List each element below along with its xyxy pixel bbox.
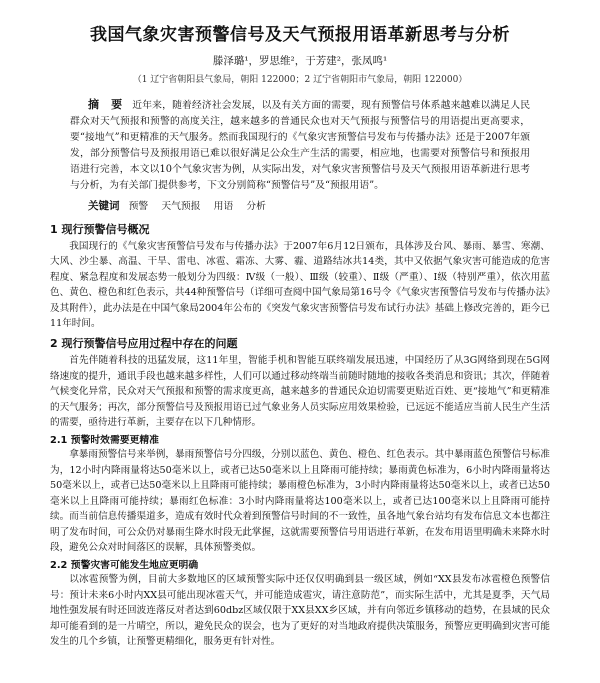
keyword: 分析	[246, 201, 266, 212]
paper-affiliation: （1 辽宁省朝阳县气象局，朝阳 122000；2 辽宁省朝阳市气象局，朝阳 122000）	[132, 75, 468, 85]
subsection-paragraph: 以冰雹预警为例，目前大多数地区的区域预警实际中还仅仅明确到县一级区域，例如“XX县发布冰雹橙色预警信号：预计未来6小时内XX县可能出现冰雹天气，并可能造成雹灾，请注意防范”，而实际生活中，尤其是夏季，天气局地性强发展有时还回波连落反对者达到60dbz区域仅限于XX县XX乡区域，并有向邻近乡镇移动的趋势，在县域的民众却可能看到的是一片晴空，所以，避免民众的误会，也为了更好的对当地政府提供决策服务，预警应更明确到灾害可能发生的几个乡镇，让预警更精细化，服务更有针对性。	[50, 574, 550, 647]
paper-authors: 滕泽璐¹，罗思维²，于芳建²，张凤鸣¹	[212, 55, 388, 67]
paper-title: 我国气象灾害预警信号及天气预报用语革新思考与分析	[90, 25, 510, 45]
keywords	[70, 198, 530, 215]
section-heading: 1 现行预警信号概况	[50, 223, 150, 236]
keywords-label: 关键词	[88, 200, 120, 212]
abstract-label: 摘 要	[88, 98, 127, 111]
section-paragraph: 首先伴随着科技的迅猛发展，这11年里，智能手机和智能互联终端发展迅速，中国经历了从3G网络到现在5G网络速度的提升，通讯手段也越来越多样性，人们可以通过移动终端当前随时随地的接收各类消息和资讯；其次，伴随着气候变化异常，民众对天气预报和预警的需求度更高，越来越多的普通民众迫切需要更贴近百姓、更“接地气”和更精准的天气服务；再次，部分预警信号及预报用语已过气象业务人员实际应用效果检验，已远远不能适应当前人民生产生活的需要，亟待进行革新，主要存在以下几种情形。	[50, 355, 550, 429]
abstract-text: 近年来，随着经济社会发展，以及有关方面的需要，现有预警信号体系越来越难以满足人民群众对天气预报和预警的高度关注，越来越多的普通民众也对天气预报与预警信号的用语提出更高要求，要“接地气”和更精准的天气服务。然而我国现行的《气象灾害预警信号发布与传播办法》还是于2007年颁发，部分预警信号及预报用语已难以很好满足公众生产生活的需要，相应地，也需要对预警信号和预报用语进行完善，本文以10个气象灾害为例，从实际出发，对气象灾害预警信号及天气预报用语革新进行思考与分析，为有关部门提供参考，下文分别简称“预警信号”及“预报用语”。	[70, 100, 530, 191]
section-heading: 2 现行预警信号应用过程中存在的问题	[50, 337, 238, 351]
abstract	[70, 97, 530, 194]
keyword: 预警	[128, 201, 149, 212]
section-paragraph: 我国现行的《气象灾害预警信号发布与传播办法》于2007年6月12日颁布，具体涉及台风、暴雨、暴雪、寒潮、大风、沙尘暴、高温、干旱、雷电、冰雹、霜冻、大雾、霾、道路结冰共14类，其中又依据气象灾害可能造成的危害程度、紧急程度和发展态势一般划分为四级：Ⅳ级（一般）、Ⅲ级（较重）、Ⅱ级（严重）、Ⅰ级（特别严重），依次用蓝色、黄色、橙色和红色表示，共44种预警信号（详细可查阅中国气象局第16号令《气象灾害预警信号发布与传播办法》及其附件），此办法是在中国气象局2004年公布的《突发气象灾害预警信号发布试行办法》基础上修改完善的，距今已11年时间。	[50, 241, 550, 330]
keyword: 天气预报	[161, 201, 201, 212]
subsection-heading: 2.1 预警时效需要更精准	[50, 435, 159, 447]
subsection-heading: 2.2 预警灾害可能发生地应更明确	[50, 560, 199, 572]
keyword: 用语	[213, 201, 234, 212]
subsection-paragraph: 拿暴雨预警信号来举例，暴雨预警信号分四级，分别以蓝色、黄色、橙色、红色表示。其中暴雨蓝色预警信号标准为，12小时内降雨量将达50毫米以上，或者已达50毫米以上且降雨可能持续；暴雨黄色标准为，6小时内降雨量将达50毫米以上，或者已达50毫米以上且降雨可能持续；暴雨橙色标准为，3小时内降雨量将达50毫米以上，或者已达50毫米以上且降雨可能持续；暴雨红色标准：3小时内降雨量将达100毫米以上，或者已达100毫米以上且降雨可能持续。而当前信息传播渠道多，造成有效时代众着到预警信号时间的不一致性，虽各地气象台站均有发布信息文本也都注明了发布时间，可公众仍对暴雨生降水时段无此掌握，这就需要预警信号用语进行革新，在发布用语里明确未来降水时段，避免公众对时间落区的误解，具体预警类似。	[50, 449, 550, 553]
